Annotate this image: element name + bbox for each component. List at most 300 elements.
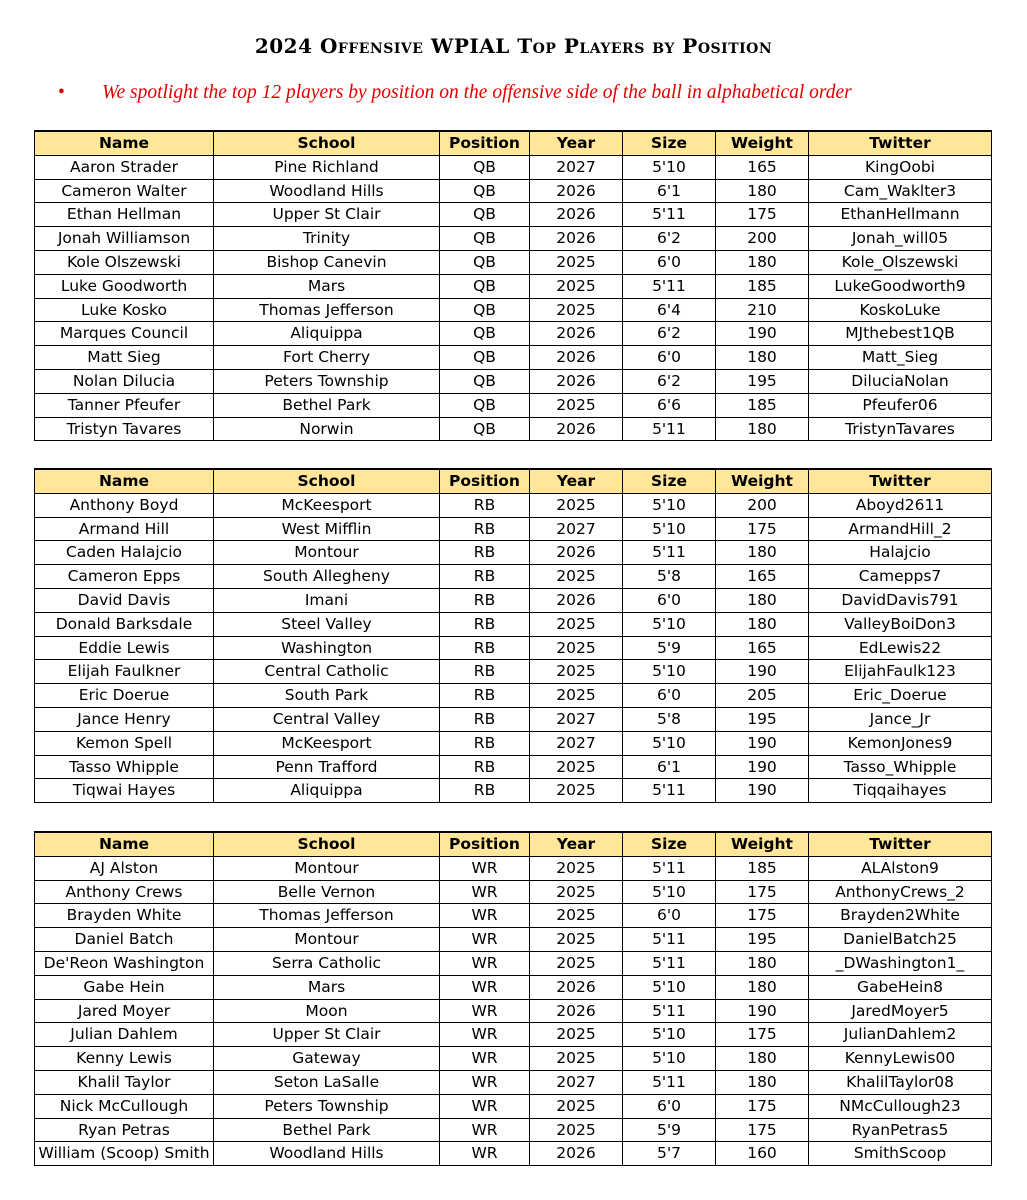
name-cell: Luke Kosko xyxy=(35,298,214,322)
weight-cell: 175 xyxy=(716,203,809,227)
year-cell: 2025 xyxy=(530,684,623,708)
col-header-school: School xyxy=(214,131,440,155)
twitter-cell: KennyLewis00 xyxy=(809,1047,992,1071)
school-cell: Seton LaSalle xyxy=(214,1070,440,1094)
table-row xyxy=(35,660,992,684)
table-row xyxy=(35,928,992,952)
position-cell: QB xyxy=(440,155,530,179)
school-cell: Thomas Jefferson xyxy=(214,298,440,322)
weight-cell: 175 xyxy=(716,1094,809,1118)
twitter-cell: Eric_Doerue xyxy=(809,684,992,708)
school-cell: West Mifflin xyxy=(214,517,440,541)
year-cell: 2025 xyxy=(530,393,623,417)
size-cell: 5'10 xyxy=(623,493,716,517)
weight-cell: 160 xyxy=(716,1142,809,1166)
weight-cell: 180 xyxy=(716,612,809,636)
school-cell: Montour xyxy=(214,541,440,565)
col-header-position: Position xyxy=(440,832,530,856)
col-header-position: Position xyxy=(440,469,530,493)
size-cell: 6'1 xyxy=(623,179,716,203)
weight-cell: 175 xyxy=(716,880,809,904)
year-cell: 2025 xyxy=(530,250,623,274)
school-cell: Trinity xyxy=(214,227,440,251)
table-row xyxy=(35,1070,992,1094)
name-cell: Kenny Lewis xyxy=(35,1047,214,1071)
size-cell: 5'10 xyxy=(623,975,716,999)
table-row xyxy=(35,588,992,612)
position-cell: WR xyxy=(440,999,530,1023)
name-cell: Jared Moyer xyxy=(35,999,214,1023)
school-cell: McKeesport xyxy=(214,493,440,517)
year-cell: 2025 xyxy=(530,904,623,928)
weight-cell: 185 xyxy=(716,393,809,417)
table-row xyxy=(35,1047,992,1071)
year-cell: 2026 xyxy=(530,975,623,999)
col-header-year: Year xyxy=(530,469,623,493)
name-cell: Brayden White xyxy=(35,904,214,928)
rb-table xyxy=(34,468,992,803)
name-cell: Luke Goodworth xyxy=(35,274,214,298)
name-cell: Donald Barksdale xyxy=(35,612,214,636)
school-cell: Peters Township xyxy=(214,369,440,393)
school-cell: Moon xyxy=(214,999,440,1023)
size-cell: 5'11 xyxy=(623,203,716,227)
weight-cell: 165 xyxy=(716,155,809,179)
name-cell: Kole Olszewski xyxy=(35,250,214,274)
col-header-size: Size xyxy=(623,469,716,493)
name-cell: William (Scoop) Smith xyxy=(35,1142,214,1166)
col-header-year: Year xyxy=(530,131,623,155)
twitter-cell: Tiqqaihayes xyxy=(809,779,992,803)
year-cell: 2025 xyxy=(530,660,623,684)
size-cell: 6'2 xyxy=(623,322,716,346)
weight-cell: 195 xyxy=(716,707,809,731)
school-cell: Penn Trafford xyxy=(214,755,440,779)
position-cell: QB xyxy=(440,274,530,298)
school-cell: Norwin xyxy=(214,417,440,441)
year-cell: 2025 xyxy=(530,1094,623,1118)
size-cell: 6'0 xyxy=(623,684,716,708)
school-cell: Upper St Clair xyxy=(214,1023,440,1047)
school-cell: Imani xyxy=(214,588,440,612)
twitter-cell: KoskoLuke xyxy=(809,298,992,322)
year-cell: 2025 xyxy=(530,779,623,803)
table-row xyxy=(35,155,992,179)
twitter-cell: EdLewis22 xyxy=(809,636,992,660)
position-cell: RB xyxy=(440,660,530,684)
name-cell: Nick McCullough xyxy=(35,1094,214,1118)
year-cell: 2027 xyxy=(530,155,623,179)
twitter-cell: KingOobi xyxy=(809,155,992,179)
table-row xyxy=(35,612,992,636)
year-cell: 2026 xyxy=(530,999,623,1023)
col-header-name: Name xyxy=(35,832,214,856)
name-cell: Tristyn Tavares xyxy=(35,417,214,441)
size-cell: 6'4 xyxy=(623,298,716,322)
position-cell: RB xyxy=(440,755,530,779)
position-cell: QB xyxy=(440,393,530,417)
table-row xyxy=(35,346,992,370)
size-cell: 5'10 xyxy=(623,660,716,684)
size-cell: 5'10 xyxy=(623,731,716,755)
weight-cell: 190 xyxy=(716,999,809,1023)
year-cell: 2025 xyxy=(530,1023,623,1047)
table-row xyxy=(35,731,992,755)
name-cell: Kemon Spell xyxy=(35,731,214,755)
table-row xyxy=(35,856,992,880)
position-cell: WR xyxy=(440,1118,530,1142)
weight-cell: 200 xyxy=(716,227,809,251)
name-cell: Ryan Petras xyxy=(35,1118,214,1142)
table-row xyxy=(35,393,992,417)
position-cell: QB xyxy=(440,417,530,441)
school-cell: South Allegheny xyxy=(214,565,440,589)
twitter-cell: TristynTavares xyxy=(809,417,992,441)
position-cell: QB xyxy=(440,179,530,203)
table-row xyxy=(35,1118,992,1142)
position-cell: RB xyxy=(440,779,530,803)
name-cell: Elijah Faulkner xyxy=(35,660,214,684)
table-row xyxy=(35,203,992,227)
weight-cell: 205 xyxy=(716,684,809,708)
twitter-cell: Brayden2White xyxy=(809,904,992,928)
weight-cell: 180 xyxy=(716,975,809,999)
weight-cell: 190 xyxy=(716,660,809,684)
col-header-year: Year xyxy=(530,832,623,856)
twitter-cell: DavidDavis791 xyxy=(809,588,992,612)
weight-cell: 200 xyxy=(716,493,809,517)
size-cell: 5'10 xyxy=(623,155,716,179)
year-cell: 2025 xyxy=(530,612,623,636)
name-cell: Jonah Williamson xyxy=(35,227,214,251)
year-cell: 2026 xyxy=(530,1142,623,1166)
weight-cell: 180 xyxy=(716,1047,809,1071)
weight-cell: 180 xyxy=(716,179,809,203)
position-cell: WR xyxy=(440,856,530,880)
year-cell: 2026 xyxy=(530,227,623,251)
col-header-weight: Weight xyxy=(716,469,809,493)
school-cell: Woodland Hills xyxy=(214,179,440,203)
year-cell: 2026 xyxy=(530,588,623,612)
size-cell: 5'10 xyxy=(623,517,716,541)
school-cell: Gateway xyxy=(214,1047,440,1071)
school-cell: Mars xyxy=(214,975,440,999)
table-row xyxy=(35,636,992,660)
weight-cell: 180 xyxy=(716,588,809,612)
year-cell: 2027 xyxy=(530,517,623,541)
year-cell: 2026 xyxy=(530,541,623,565)
col-header-school: School xyxy=(214,832,440,856)
size-cell: 6'6 xyxy=(623,393,716,417)
size-cell: 6'2 xyxy=(623,369,716,393)
table-row xyxy=(35,1142,992,1166)
school-cell: Central Catholic xyxy=(214,660,440,684)
table-row xyxy=(35,1094,992,1118)
name-cell: Julian Dahlem xyxy=(35,1023,214,1047)
size-cell: 6'1 xyxy=(623,755,716,779)
position-cell: WR xyxy=(440,1142,530,1166)
size-cell: 5'11 xyxy=(623,951,716,975)
weight-cell: 185 xyxy=(716,274,809,298)
twitter-cell: AnthonyCrews_2 xyxy=(809,880,992,904)
year-cell: 2026 xyxy=(530,369,623,393)
school-cell: Pine Richland xyxy=(214,155,440,179)
position-cell: QB xyxy=(440,322,530,346)
year-cell: 2027 xyxy=(530,707,623,731)
twitter-cell: ALAlston9 xyxy=(809,856,992,880)
weight-cell: 175 xyxy=(716,1118,809,1142)
spotlight-note xyxy=(58,82,852,104)
position-cell: WR xyxy=(440,880,530,904)
name-cell: AJ Alston xyxy=(35,856,214,880)
position-cell: RB xyxy=(440,612,530,636)
position-cell: RB xyxy=(440,541,530,565)
year-cell: 2025 xyxy=(530,565,623,589)
size-cell: 5'9 xyxy=(623,636,716,660)
size-cell: 5'10 xyxy=(623,880,716,904)
weight-cell: 210 xyxy=(716,298,809,322)
name-cell: Jance Henry xyxy=(35,707,214,731)
col-header-twitter: Twitter xyxy=(809,469,992,493)
school-cell: Mars xyxy=(214,274,440,298)
weight-cell: 180 xyxy=(716,541,809,565)
position-cell: WR xyxy=(440,951,530,975)
name-cell: Cameron Walter xyxy=(35,179,214,203)
table-header-row xyxy=(35,832,992,856)
year-cell: 2025 xyxy=(530,856,623,880)
twitter-cell: MJthebest1QB xyxy=(809,322,992,346)
col-header-weight: Weight xyxy=(716,832,809,856)
name-cell: Anthony Crews xyxy=(35,880,214,904)
twitter-cell: NMcCullough23 xyxy=(809,1094,992,1118)
school-cell: Central Valley xyxy=(214,707,440,731)
weight-cell: 180 xyxy=(716,951,809,975)
twitter-cell: ArmandHill_2 xyxy=(809,517,992,541)
school-cell: Aliquippa xyxy=(214,779,440,803)
table-row xyxy=(35,298,992,322)
twitter-cell: Jonah_will05 xyxy=(809,227,992,251)
name-cell: Tanner Pfeufer xyxy=(35,393,214,417)
school-cell: Montour xyxy=(214,928,440,952)
twitter-cell: Camepps7 xyxy=(809,565,992,589)
position-cell: RB xyxy=(440,565,530,589)
weight-cell: 190 xyxy=(716,755,809,779)
year-cell: 2026 xyxy=(530,179,623,203)
size-cell: 5'11 xyxy=(623,779,716,803)
table-row xyxy=(35,779,992,803)
weight-cell: 190 xyxy=(716,731,809,755)
twitter-cell: Aboyd2611 xyxy=(809,493,992,517)
size-cell: 5'10 xyxy=(623,1047,716,1071)
school-cell: South Park xyxy=(214,684,440,708)
twitter-cell: ValleyBoiDon3 xyxy=(809,612,992,636)
name-cell: Cameron Epps xyxy=(35,565,214,589)
twitter-cell: LukeGoodworth9 xyxy=(809,274,992,298)
table-row xyxy=(35,1023,992,1047)
position-cell: WR xyxy=(440,1023,530,1047)
twitter-cell: Cam_Waklter3 xyxy=(809,179,992,203)
position-cell: RB xyxy=(440,731,530,755)
name-cell: Armand Hill xyxy=(35,517,214,541)
col-header-twitter: Twitter xyxy=(809,832,992,856)
twitter-cell: Halajcio xyxy=(809,541,992,565)
name-cell: Eric Doerue xyxy=(35,684,214,708)
twitter-cell: JulianDahlem2 xyxy=(809,1023,992,1047)
position-cell: QB xyxy=(440,227,530,251)
position-cell: RB xyxy=(440,707,530,731)
year-cell: 2026 xyxy=(530,346,623,370)
school-cell: Aliquippa xyxy=(214,322,440,346)
table-row xyxy=(35,227,992,251)
school-cell: Woodland Hills xyxy=(214,1142,440,1166)
weight-cell: 190 xyxy=(716,322,809,346)
school-cell: Upper St Clair xyxy=(214,203,440,227)
school-cell: Bethel Park xyxy=(214,1118,440,1142)
col-header-name: Name xyxy=(35,469,214,493)
table-row xyxy=(35,179,992,203)
size-cell: 6'0 xyxy=(623,346,716,370)
size-cell: 6'0 xyxy=(623,588,716,612)
weight-cell: 180 xyxy=(716,417,809,441)
size-cell: 6'2 xyxy=(623,227,716,251)
name-cell: Eddie Lewis xyxy=(35,636,214,660)
table-row xyxy=(35,517,992,541)
school-cell: Bethel Park xyxy=(214,393,440,417)
school-cell: Belle Vernon xyxy=(214,880,440,904)
year-cell: 2026 xyxy=(530,203,623,227)
size-cell: 5'8 xyxy=(623,707,716,731)
size-cell: 5'11 xyxy=(623,274,716,298)
weight-cell: 195 xyxy=(716,928,809,952)
name-cell: Gabe Hein xyxy=(35,975,214,999)
col-header-weight: Weight xyxy=(716,131,809,155)
year-cell: 2025 xyxy=(530,493,623,517)
size-cell: 5'7 xyxy=(623,1142,716,1166)
name-cell: Ethan Hellman xyxy=(35,203,214,227)
name-cell: Khalil Taylor xyxy=(35,1070,214,1094)
table-row xyxy=(35,951,992,975)
name-cell: David Davis xyxy=(35,588,214,612)
school-cell: Washington xyxy=(214,636,440,660)
weight-cell: 165 xyxy=(716,636,809,660)
position-cell: QB xyxy=(440,298,530,322)
twitter-cell: KemonJones9 xyxy=(809,731,992,755)
size-cell: 5'11 xyxy=(623,541,716,565)
twitter-cell: ElijahFaulk123 xyxy=(809,660,992,684)
school-cell: Fort Cherry xyxy=(214,346,440,370)
table-row xyxy=(35,684,992,708)
position-cell: WR xyxy=(440,1047,530,1071)
weight-cell: 180 xyxy=(716,346,809,370)
name-cell: Anthony Boyd xyxy=(35,493,214,517)
year-cell: 2025 xyxy=(530,755,623,779)
weight-cell: 180 xyxy=(716,250,809,274)
twitter-cell: Tasso_Whipple xyxy=(809,755,992,779)
twitter-cell: Jance_Jr xyxy=(809,707,992,731)
table-row xyxy=(35,541,992,565)
position-cell: QB xyxy=(440,203,530,227)
weight-cell: 175 xyxy=(716,1023,809,1047)
year-cell: 2025 xyxy=(530,274,623,298)
col-header-name: Name xyxy=(35,131,214,155)
size-cell: 5'11 xyxy=(623,999,716,1023)
name-cell: Tasso Whipple xyxy=(35,755,214,779)
table-row xyxy=(35,975,992,999)
position-cell: RB xyxy=(440,636,530,660)
twitter-cell: RyanPetras5 xyxy=(809,1118,992,1142)
col-header-school: School xyxy=(214,469,440,493)
table-row xyxy=(35,369,992,393)
name-cell: Aaron Strader xyxy=(35,155,214,179)
twitter-cell: JaredMoyer5 xyxy=(809,999,992,1023)
position-cell: WR xyxy=(440,904,530,928)
table-row xyxy=(35,274,992,298)
table-header-row xyxy=(35,131,992,155)
year-cell: 2025 xyxy=(530,298,623,322)
year-cell: 2026 xyxy=(530,417,623,441)
twitter-cell: GabeHein8 xyxy=(809,975,992,999)
twitter-cell: DanielBatch25 xyxy=(809,928,992,952)
twitter-cell: Kole_Olszewski xyxy=(809,250,992,274)
size-cell: 5'11 xyxy=(623,1070,716,1094)
year-cell: 2027 xyxy=(530,1070,623,1094)
position-cell: WR xyxy=(440,1094,530,1118)
weight-cell: 195 xyxy=(716,369,809,393)
qb-table xyxy=(34,130,992,441)
year-cell: 2025 xyxy=(530,928,623,952)
size-cell: 5'11 xyxy=(623,856,716,880)
size-cell: 5'10 xyxy=(623,612,716,636)
year-cell: 2025 xyxy=(530,1047,623,1071)
col-header-position: Position xyxy=(440,131,530,155)
table-row xyxy=(35,755,992,779)
table-row xyxy=(35,417,992,441)
position-cell: QB xyxy=(440,250,530,274)
size-cell: 5'11 xyxy=(623,417,716,441)
school-cell: Steel Valley xyxy=(214,612,440,636)
size-cell: 5'11 xyxy=(623,928,716,952)
size-cell: 5'10 xyxy=(623,1023,716,1047)
position-cell: RB xyxy=(440,684,530,708)
school-cell: Peters Township xyxy=(214,1094,440,1118)
year-cell: 2027 xyxy=(530,731,623,755)
size-cell: 6'0 xyxy=(623,904,716,928)
page-title: 2024 Offensive WPIAL Top Players by Position xyxy=(254,34,773,58)
bullet-icon: • xyxy=(58,82,65,103)
table-row xyxy=(35,565,992,589)
twitter-cell: Matt_Sieg xyxy=(809,346,992,370)
year-cell: 2025 xyxy=(530,880,623,904)
year-cell: 2025 xyxy=(530,636,623,660)
position-cell: RB xyxy=(440,493,530,517)
table-row xyxy=(35,493,992,517)
twitter-cell: _DWashington1_ xyxy=(809,951,992,975)
table-header-row xyxy=(35,469,992,493)
table-row xyxy=(35,999,992,1023)
name-cell: Tiqwai Hayes xyxy=(35,779,214,803)
col-header-size: Size xyxy=(623,832,716,856)
name-cell: Matt Sieg xyxy=(35,346,214,370)
year-cell: 2026 xyxy=(530,322,623,346)
year-cell: 2025 xyxy=(530,951,623,975)
position-cell: QB xyxy=(440,369,530,393)
twitter-cell: KhalilTaylor08 xyxy=(809,1070,992,1094)
table-row xyxy=(35,707,992,731)
name-cell: Nolan Dilucia xyxy=(35,369,214,393)
col-header-twitter: Twitter xyxy=(809,131,992,155)
size-cell: 6'0 xyxy=(623,1094,716,1118)
weight-cell: 185 xyxy=(716,856,809,880)
